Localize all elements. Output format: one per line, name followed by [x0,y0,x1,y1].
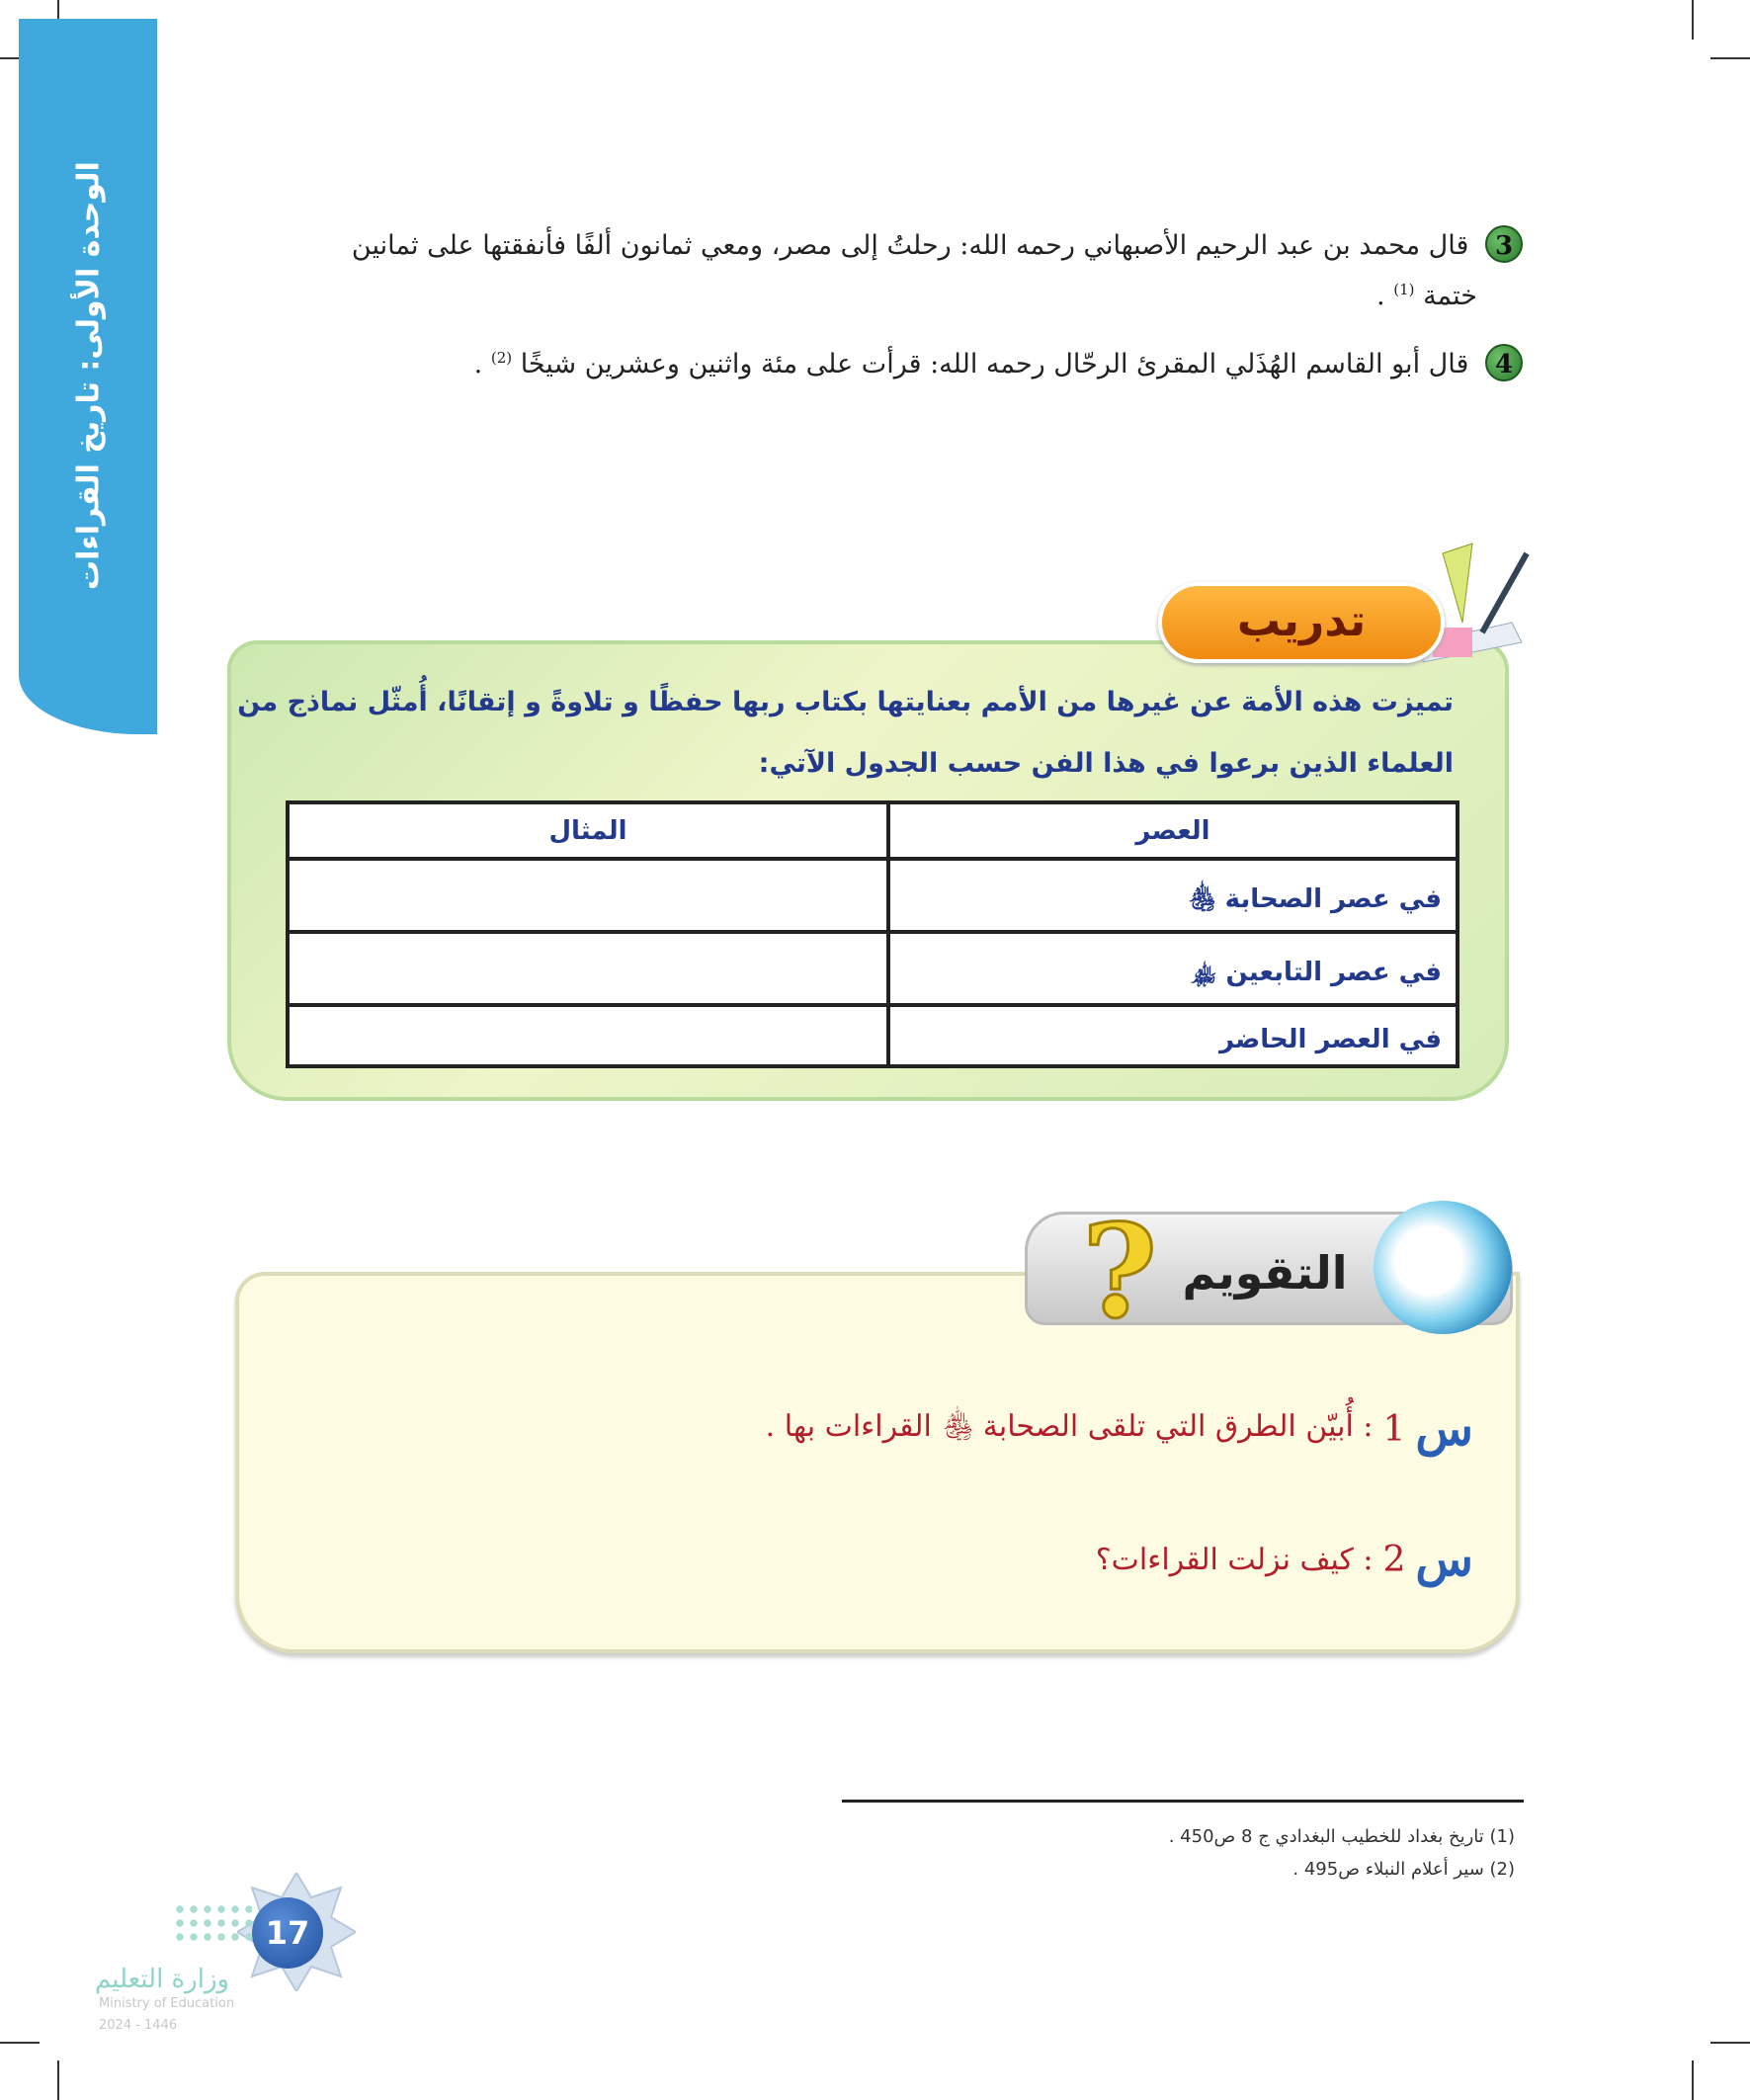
ministry-logo-english: Ministry of Education [99,1996,235,2011]
crop-mark [1710,2042,1750,2044]
unit-title: الوحدة الأولى: تاريخ القراءات [71,161,107,590]
evaluation-box [235,1272,1520,1653]
refresh-arrow-icon [1374,1201,1512,1334]
training-intro-line1: تميزت هذه الأمة عن غيرها من الأمم بعنايتها بكتاب ربها حفظًا و تلاوةً و إتقانًا، أُمثّل نماذج من [237,687,1454,717]
eras-table [286,800,1459,1068]
paragraph-4 [474,344,1523,381]
crop-mark [1692,0,1694,40]
question-1 [766,1401,1473,1457]
table-row [288,859,1458,932]
question-mark-icon: ? [1082,1196,1158,1347]
crop-mark [1710,57,1750,59]
question-number: 2 [1382,1539,1406,1580]
training-intro-line2: العلماء الذين برعوا في هذا الفن حسب الجدول الآتي: [758,748,1454,779]
footnote-ref: (2) [490,349,513,367]
crop-mark [0,2042,40,2044]
footnote-2: (2) سير أعلام النبلاء ص495 . [1292,1859,1515,1880]
example-cell[interactable] [288,932,888,1005]
era-cell: في عصر التابعين ﵏ [888,932,1458,1005]
example-cell[interactable] [288,859,888,932]
number-badge: 3 [1485,225,1523,263]
table-row [288,1005,1458,1066]
question-prefix: س [1415,1532,1473,1587]
ministry-logo-dots [173,1902,252,1942]
paragraph-3 [183,225,1523,311]
header-era: العصر [888,802,1458,859]
era-cell: في العصر الحاضر [888,1005,1458,1066]
paragraph-text: قال محمد بن عبد الرحيم الأصبهاني رحمه الله: رحلتُ إلى مصر، ومعي ثمانون ألفًا فأنفقتها على ثمانين [351,230,1469,261]
period: . [1376,281,1385,311]
footnote-ref: (1) [1393,281,1415,298]
number-badge: 4 [1485,344,1523,381]
period: . [473,349,483,379]
era-cell: في عصر الصحابة ﵃ [888,859,1458,932]
paragraph-text-cont: ختمة [1423,281,1477,311]
page-number: 17 [252,1897,323,1969]
crop-mark [57,2060,59,2100]
evaluation-title: التقويم [1182,1246,1348,1300]
question-2 [1096,1532,1473,1587]
table-row [288,932,1458,1005]
paragraph-text: قال أبو القاسم الهُذَلي المقرئ الرحّال رحمه الله: قرأت على مئة واثنين وعشرين شيخًا [520,349,1469,379]
header-example: المثال [288,802,888,859]
question-prefix: س [1415,1401,1473,1457]
ministry-logo-year: 2024 - 1446 [99,2018,178,2033]
question-number: 1 [1382,1408,1406,1450]
question-text: : أُبيّن الطرق التي تلقى الصحابة ﵃ القراءات بها . [765,1408,1374,1444]
question-text: : كيف نزلت القراءات؟ [1095,1542,1374,1577]
footnote-1: (1) تاريخ بغداد للخطيب البغدادي ج 8 ص450 . [1168,1826,1515,1847]
footnote-divider [842,1800,1524,1803]
training-title: تدريب [1158,582,1445,663]
ministry-logo-arabic: وزارة التعليم [95,1965,230,1994]
crop-mark [1692,2060,1694,2100]
example-cell[interactable] [288,1005,888,1066]
